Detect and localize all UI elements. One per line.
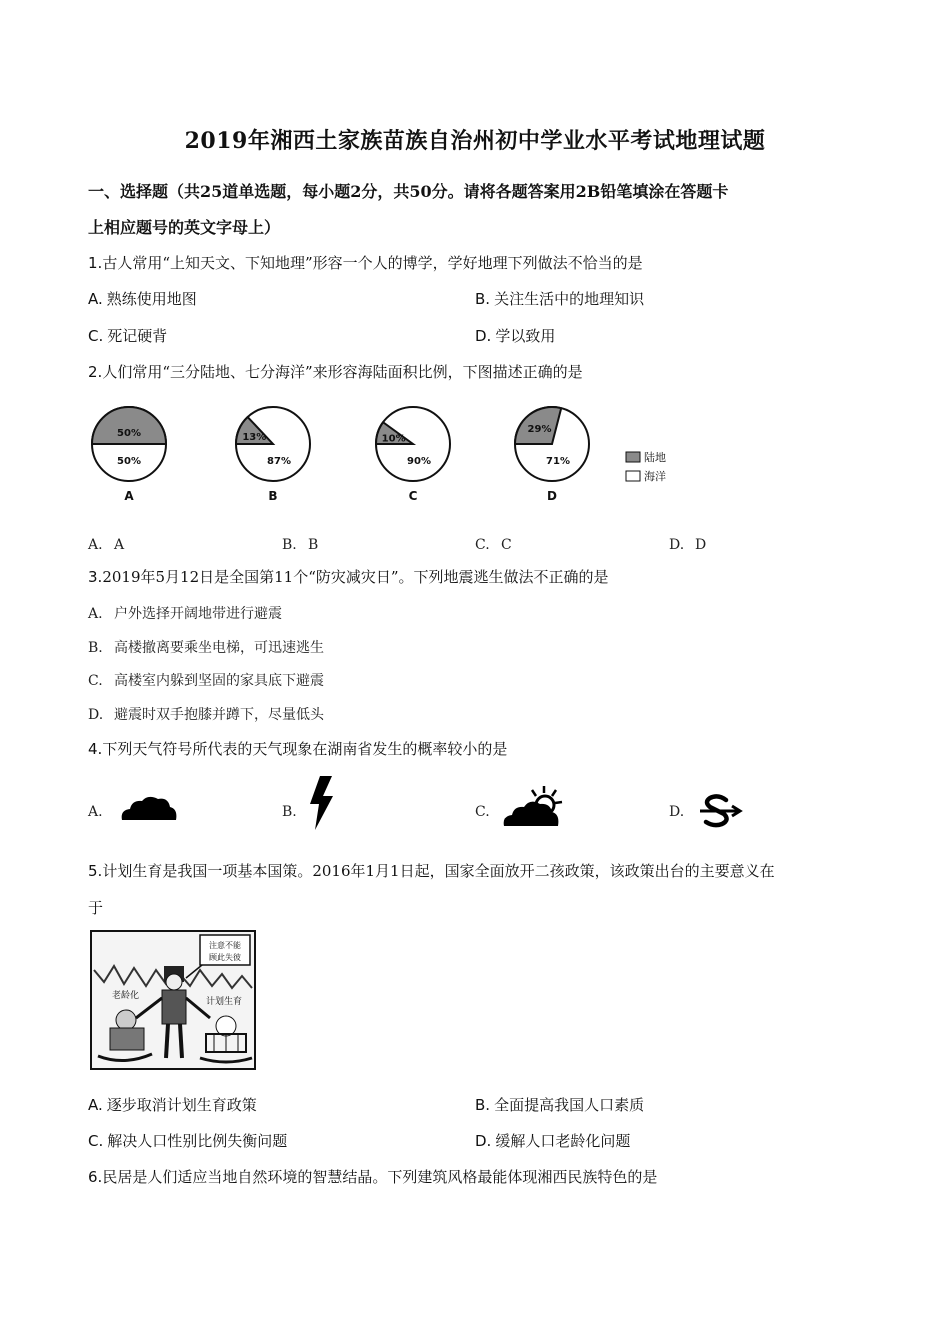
cartoon-speech-line1: 注意不能 [209, 941, 241, 950]
cartoon-speech-line2: 顾此失彼 [209, 953, 241, 962]
question-number: 5. [88, 862, 103, 880]
pie-a [92, 407, 166, 503]
q1-option-a[interactable]: A. 熟练使用地图 [88, 290, 197, 308]
question-5-continued: 于 [88, 899, 104, 917]
question-number: 4. [88, 740, 103, 758]
q3-option-c[interactable]: C. 高楼室内躲到坚固的家具底下避震 [88, 673, 324, 689]
population-policy-cartoon [90, 930, 256, 1070]
question-text: 2019年5月12日是全国第11个“防灾减灾日”。下列地震逃生做法不正确的是 [102, 568, 609, 586]
q3-option-b[interactable]: B. 高楼撤离要乘坐电梯，可迅速逃生 [88, 640, 324, 656]
pie-legend [626, 450, 666, 483]
pie-b [236, 407, 310, 503]
cartoon-right-label: 计划生育 [206, 997, 243, 1007]
land-percent-label: 10% [381, 433, 406, 445]
q4-option-b[interactable]: B. [282, 804, 297, 820]
pie-caption: A [124, 489, 134, 503]
question-3 [88, 566, 609, 588]
cloud-icon [118, 792, 180, 824]
question-text: 古人常用“上知天文、下知地理”形容一个人的博学，学好地理下列做法不恰当的是 [102, 254, 643, 272]
section-heading-line1: 一、选择题（共25道单选题，每小题2分，共50分。请将各题答案用2B铅笔填涂在答题卡 [88, 182, 729, 201]
legend-land-swatch [626, 452, 640, 462]
q5-option-d[interactable]: D. 缓解人口老龄化问题 [475, 1132, 631, 1150]
legend-land-label: 陆地 [644, 451, 666, 464]
q2-option-a[interactable]: A. A [88, 537, 125, 553]
page-title: 2019年湘西土家族苗族自治州初中学业水平考试地理试题 [184, 128, 766, 154]
q2-option-d[interactable]: D. D [669, 537, 707, 553]
cartoon-left-label: 老龄化 [112, 991, 140, 1001]
question-number: 1. [88, 254, 103, 272]
question-number: 2. [88, 363, 103, 381]
question-text: 计划生育是我国一项基本国策。2016年1月1日起，国家全面放开二孩政策，该政策出台的主要意义在 [102, 862, 775, 880]
land-percent-label: 29% [527, 423, 552, 435]
question-text: 民居是人们适应当地自然环境的智慧结晶。下列建筑风格最能体现湘西民族特色的是 [102, 1168, 658, 1186]
question-number: 3. [88, 568, 103, 586]
q3-option-d[interactable]: D. 避震时双手抱膝并蹲下，尽量低头 [88, 707, 324, 723]
ocean-percent-label: 87% [267, 456, 291, 467]
q5-option-a[interactable]: A. 逐步取消计划生育政策 [88, 1096, 257, 1114]
q2-option-c[interactable]: C. C [475, 537, 512, 553]
question-5 [88, 860, 775, 882]
ocean-percent-label: 71% [546, 456, 570, 467]
ocean-percent-label: 90% [407, 456, 431, 467]
sun-behind-cloud-icon [502, 784, 566, 828]
question-number: 6. [88, 1168, 103, 1186]
legend-ocean-label: 海洋 [644, 470, 666, 483]
question-4 [88, 738, 507, 760]
pie-caption: C [408, 489, 418, 503]
pie-caption: D [547, 489, 557, 503]
q3-option-a[interactable]: A. 户外选择开阔地带进行避震 [88, 606, 282, 622]
question-text: 人们常用“三分陆地、七分海洋”来形容海陆面积比例，下图描述正确的是 [102, 363, 583, 381]
q4-option-d[interactable]: D. [669, 804, 685, 820]
section-heading-line2: 上相应题号的英文字母上） [88, 218, 281, 237]
land-ocean-pie-figure [86, 400, 686, 510]
q2-option-b[interactable]: B. B [282, 537, 319, 553]
land-percent-label: 50% [117, 428, 141, 439]
question-1 [88, 252, 643, 274]
q1-option-d[interactable]: D. 学以致用 [475, 327, 556, 345]
ocean-percent-label: 50% [117, 456, 141, 467]
q1-option-b[interactable]: B. 关注生活中的地理知识 [475, 290, 645, 308]
q4-option-a[interactable]: A. [88, 804, 103, 820]
pie-c [376, 407, 450, 503]
q5-option-c[interactable]: C. 解决人口性别比例失衡问题 [88, 1132, 288, 1150]
question-text: 下列天气符号所代表的天气现象在湖南省发生的概率较小的是 [102, 740, 508, 758]
pie-caption: B [268, 489, 278, 503]
question-6 [88, 1166, 657, 1188]
lightning-icon [306, 776, 336, 830]
q1-option-c[interactable]: C. 死记硬背 [88, 327, 168, 345]
question-2 [88, 361, 583, 383]
q4-option-c[interactable]: C. [475, 804, 490, 820]
sandstorm-icon [696, 794, 744, 828]
q5-option-b[interactable]: B. 全面提高我国人口素质 [475, 1096, 645, 1114]
land-percent-label: 13% [242, 431, 267, 443]
pie-d [515, 407, 589, 503]
legend-ocean-swatch [626, 471, 640, 481]
